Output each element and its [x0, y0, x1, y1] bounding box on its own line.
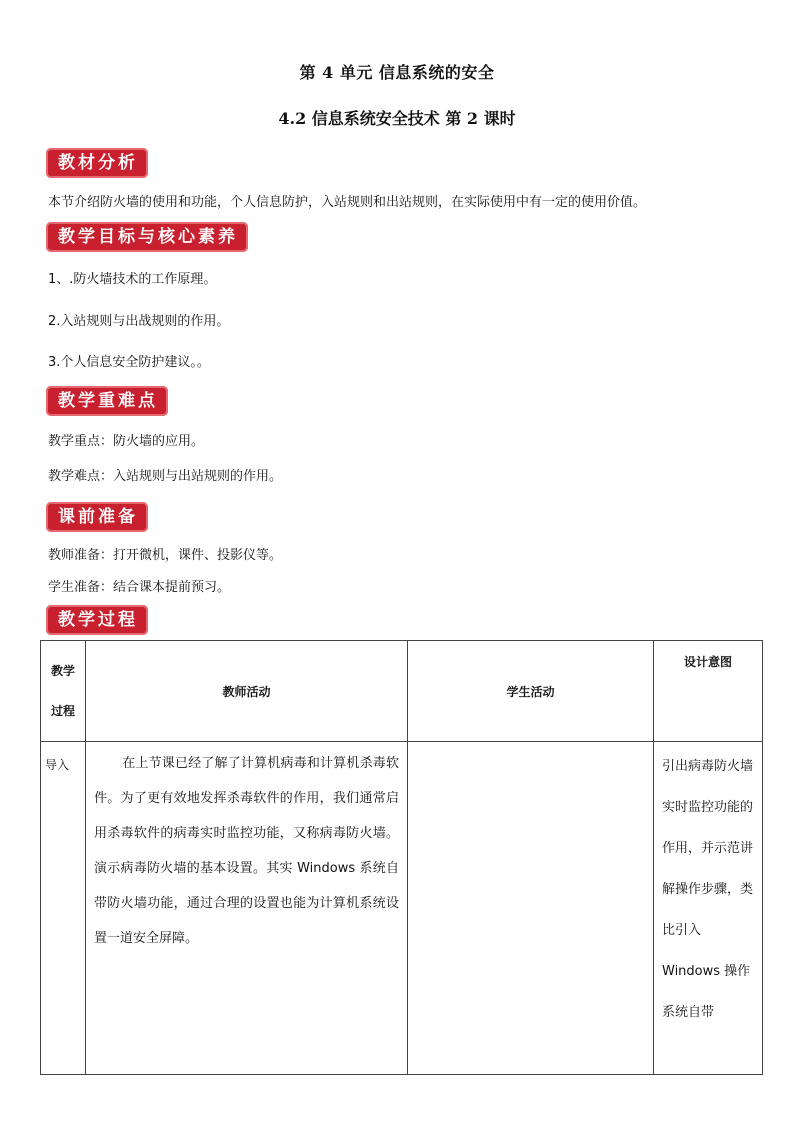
- student-preparation: 学生准备：结合课本提前预习。: [48, 580, 231, 595]
- lesson-title: 4.2 信息系统安全技术 第 2 课时: [278, 109, 516, 128]
- section-heading-objectives: 教学目标与核心素养: [46, 222, 248, 252]
- section-heading-process: 教学过程: [46, 605, 148, 635]
- header-stage-line2: 过程: [50, 704, 75, 718]
- header-teacher-activity: 教师活动: [86, 641, 408, 742]
- table-row: [41, 742, 763, 1075]
- section-heading-analysis: 教材分析: [46, 148, 148, 178]
- key-difficulty: 教学难点：入站规则与出站规则的作用。: [48, 469, 283, 484]
- stage-cell: 导入: [41, 742, 86, 1075]
- teaching-process-table: [40, 640, 763, 1075]
- teacher-preparation: 教师准备：打开微机，课件、投影仪等。: [48, 548, 283, 563]
- objective-item-3: 3.个人信息安全防护建议。。: [48, 355, 210, 370]
- section-heading-preparation: 课前准备: [46, 502, 148, 532]
- design-intent-cell: 引出病毒防火墙实时监控功能的作用，并示范讲解操作步骤，类比引入 Windows 操作系统自带: [654, 742, 763, 1075]
- header-stage-line1: 教学: [50, 664, 75, 678]
- teacher-activity-text: 在上节课已经了解了计算机病毒和计算机杀毒软件。为了更有效地发挥杀毒软件的作用，我们通常启用杀毒软件的病毒实时监控功能，又称病毒防火墙。演示病毒防火墙的基本设置。其实 Windows 系统自带防火墙功能，通过合理的设置也能为计算机系统设置一道安全屏障。: [94, 756, 399, 946]
- teacher-activity-cell: [86, 742, 408, 1075]
- analysis-text: 本节介绍防火墙的使用和功能，个人信息防护，入站规则和出站规则，在实际使用中有一定的使用价值。: [48, 195, 647, 210]
- header-design-intent: 设计意图: [654, 641, 763, 742]
- key-focus: 教学重点：防火墙的应用。: [48, 434, 205, 449]
- student-activity-cell: [408, 742, 654, 1075]
- objective-item-2: 2.入站规则与出战规则的作用。: [48, 314, 230, 329]
- section-heading-key-points: 教学重难点: [46, 386, 168, 416]
- objective-item-1: 1、.防火墙技术的工作原理。: [48, 272, 217, 287]
- table-header-row: [41, 641, 763, 742]
- unit-title: 第 4 单元 信息系统的安全: [299, 63, 495, 82]
- header-student-activity: 学生活动: [408, 641, 654, 742]
- header-stage: [41, 641, 86, 742]
